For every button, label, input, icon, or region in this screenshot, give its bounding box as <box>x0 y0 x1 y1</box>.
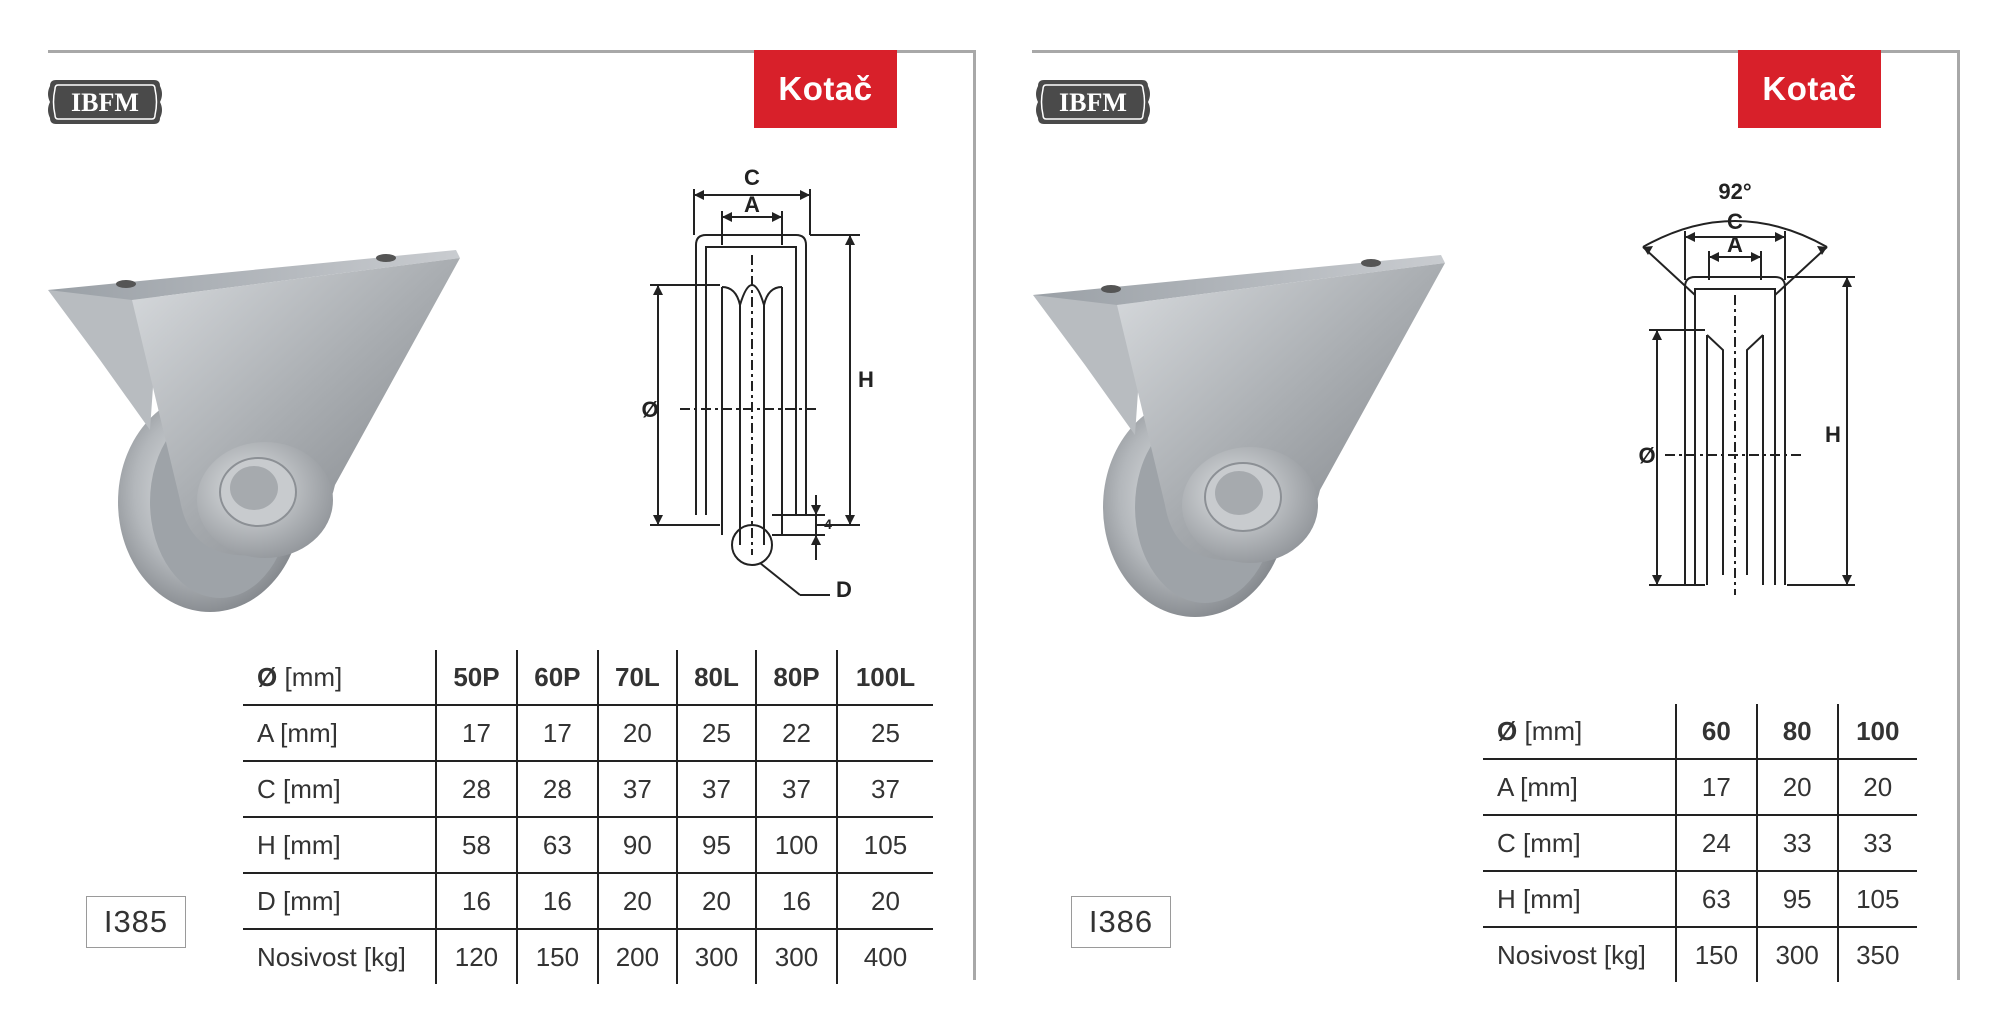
table-cell: 100 <box>756 817 837 873</box>
wheel-bracket-image <box>40 230 480 630</box>
spec-table <box>1483 704 1917 982</box>
column-header: 80L <box>677 650 756 705</box>
right-rule <box>1957 50 1960 980</box>
row-label: C [mm] <box>1483 815 1676 871</box>
table-cell: 17 <box>1676 759 1757 815</box>
svg-text:4: 4 <box>824 516 832 532</box>
svg-text:H: H <box>1825 422 1841 447</box>
table-cell: 24 <box>1676 815 1757 871</box>
table-cell: 150 <box>517 929 598 984</box>
table-cell: 120 <box>436 929 517 984</box>
table-row <box>1483 927 1917 982</box>
table-cell: 25 <box>677 705 756 761</box>
product-card-i385 <box>0 0 980 1023</box>
table-row <box>243 761 933 817</box>
table-cell: 90 <box>598 817 677 873</box>
row-label: H [mm] <box>1483 871 1676 927</box>
row-label: A [mm] <box>243 705 436 761</box>
table-cell: 20 <box>837 873 933 929</box>
table-cell: 37 <box>756 761 837 817</box>
table-header-row <box>1483 704 1917 759</box>
table-row <box>243 929 933 984</box>
svg-text:D: D <box>836 577 852 602</box>
svg-text:92°: 92° <box>1718 179 1752 204</box>
table-cell: 25 <box>837 705 933 761</box>
row-label: D [mm] <box>243 873 436 929</box>
spec-table <box>243 650 933 984</box>
table-row <box>243 817 933 873</box>
table-cell: 37 <box>677 761 756 817</box>
table-cell: 28 <box>517 761 598 817</box>
table-cell: 300 <box>677 929 756 984</box>
table-cell: 20 <box>598 705 677 761</box>
table-cell: 20 <box>1757 759 1838 815</box>
column-header: 50P <box>436 650 517 705</box>
row-label: Nosivost [kg] <box>243 929 436 984</box>
svg-text:A: A <box>744 192 760 217</box>
table-cell: 95 <box>677 817 756 873</box>
table-cell: 33 <box>1838 815 1917 871</box>
table-row <box>243 705 933 761</box>
row-label: C [mm] <box>243 761 436 817</box>
table-cell: 16 <box>517 873 598 929</box>
table-cell: 20 <box>1838 759 1917 815</box>
table-cell: 105 <box>837 817 933 873</box>
table-row <box>1483 871 1917 927</box>
header-label: Ø [mm] <box>243 650 436 705</box>
table-cell: 400 <box>863 941 908 972</box>
row-label: H [mm] <box>243 817 436 873</box>
row-label: Nosivost [kg] <box>1483 927 1676 982</box>
technical-drawing <box>640 165 900 625</box>
header-label: Ø [mm] <box>1483 704 1676 759</box>
column-header: 60P <box>517 650 598 705</box>
technical-drawing <box>1615 175 1875 595</box>
row-label: A [mm] <box>1483 759 1676 815</box>
table-cell: 37 <box>837 761 933 817</box>
table-cell: 63 <box>517 817 598 873</box>
svg-text:C: C <box>744 165 760 190</box>
category-badge: Kotač <box>754 50 897 128</box>
table-cell: 28 <box>436 761 517 817</box>
wheel-bracket-image <box>1025 235 1465 635</box>
table-cell: 300 <box>756 929 837 984</box>
table-cell: 63 <box>1676 871 1757 927</box>
column-header: 80 <box>1757 704 1838 759</box>
table-cell: 105 <box>1838 871 1917 927</box>
table-cell: 20 <box>598 873 677 929</box>
column-header: 60 <box>1676 704 1757 759</box>
right-rule <box>973 50 976 980</box>
product-code: I386 <box>1071 896 1171 948</box>
table-cell: 58 <box>436 817 517 873</box>
table-cell: 150 <box>1676 927 1757 982</box>
column-header: 100 <box>1838 704 1917 759</box>
table-row <box>1483 759 1917 815</box>
table-cell: 300 <box>1757 927 1838 982</box>
table-cell: 16 <box>436 873 517 929</box>
column-header: 80P <box>756 650 837 705</box>
column-header: 70L <box>598 650 677 705</box>
product-card-i386 <box>980 0 1997 1023</box>
table-cell: 95 <box>1757 871 1838 927</box>
svg-text:Ø: Ø <box>641 397 659 422</box>
svg-text:IBFM: IBFM <box>1059 88 1127 117</box>
svg-text:A: A <box>1727 232 1743 257</box>
ibfm-logo <box>46 72 164 132</box>
svg-text:H: H <box>858 367 874 392</box>
table-cell: 17 <box>436 705 517 761</box>
table-cell: 16 <box>756 873 837 929</box>
table-row <box>1483 815 1917 871</box>
svg-text:C: C <box>1727 209 1743 234</box>
table-cell: 22 <box>756 705 837 761</box>
product-code: I385 <box>86 896 186 948</box>
table-cell: 33 <box>1757 815 1838 871</box>
table-cell: 200 <box>598 929 677 984</box>
table-row <box>243 873 933 929</box>
ibfm-logo <box>1034 72 1152 132</box>
table-cell: 17 <box>517 705 598 761</box>
category-badge: Kotač <box>1738 50 1881 128</box>
table-cell: 350 <box>1856 939 1900 970</box>
table-cell: 20 <box>677 873 756 929</box>
table-cell: 37 <box>598 761 677 817</box>
column-header: 100L <box>837 650 933 705</box>
table-header-row <box>243 650 933 705</box>
svg-text:IBFM: IBFM <box>71 88 139 117</box>
svg-text:Ø: Ø <box>1638 443 1656 468</box>
